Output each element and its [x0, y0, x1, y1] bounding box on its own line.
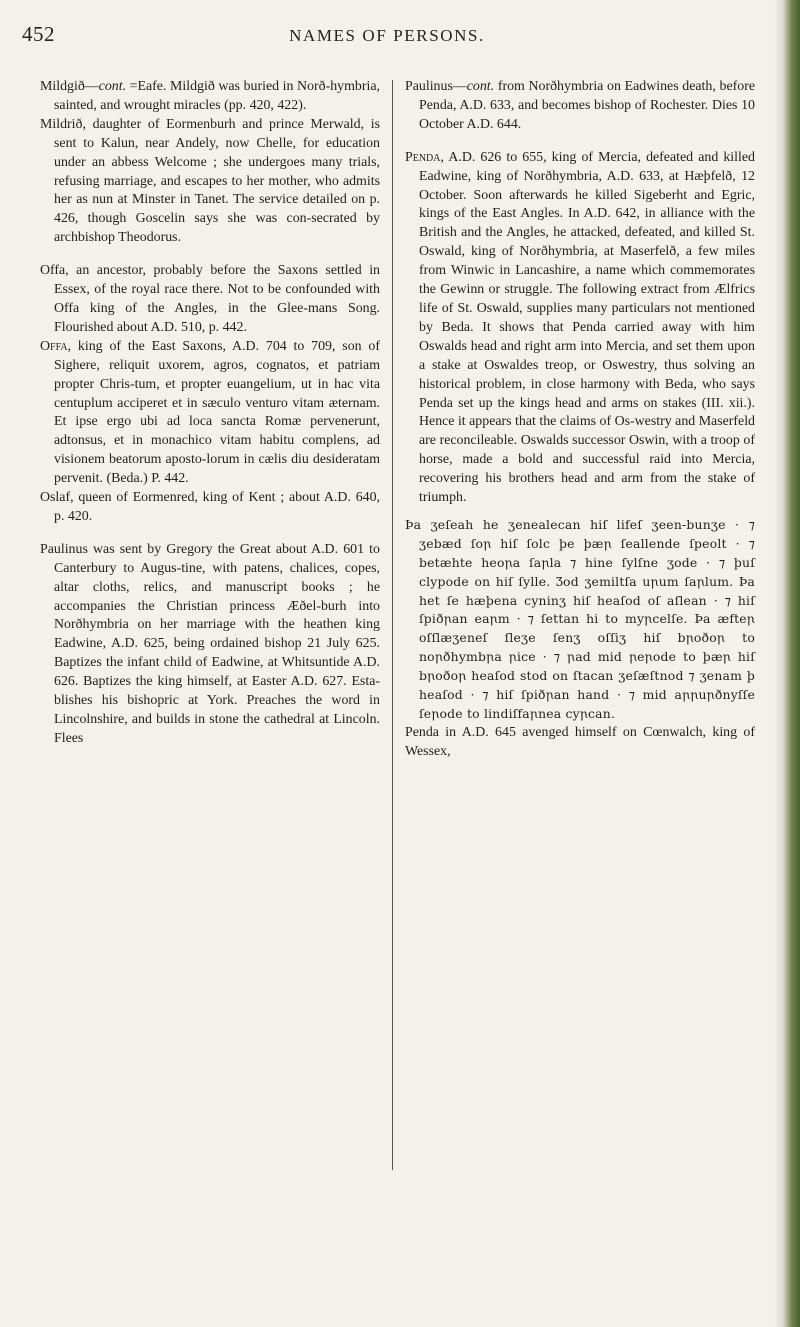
- entry-text: , an ancestor, probably before the Saxons settled in Essex, of the royal race there. Not to be confounded with Offa king of the Angles, in the Glee-mans Song. Flourished about A.D. 510, p. 442.: [54, 263, 380, 335]
- entry-text: , A.D. 626 to 655, king of Mercia, defeated and killed Eadwine, king of Norðhymbria, A.D. 633, at Hæþfelð, 12 October. Soon afterwards he killed Sigeberht and Egric, kings of the East Angles. In A.D. 642, in alliance with the British and the Angles, he attacked, defeated, and killed St. Oswald, king of Norðhymbria, at Maserfelð, a few miles from Winwic in Lancashire, a name which commemorates the Gewinn or struggle. The following extract from Ælfrics life of St. Oswald, supplies many particulars not mentioned by Beda. It shows that Penda carried away with him Oswalds head and right arm into Mercia, and set them upon a stake at Oswaldes treop, or Oswestry, thus solving an historical problem, in close harmony with Beda, who says Penda set up the kings head and arms on stakes (III. xii.). Hence it appears that the claims of Os-westry and Maserfeld are reconcileable. Oswalds successor Oswin, with a troop of horse, made a bold and successful raid into Mercia, recovering his brothers head and arm from the stake of triumph.: [419, 149, 755, 506]
- running-head: NAMES OF PERSONS.: [289, 26, 485, 45]
- entry-head: Offa: [40, 263, 66, 279]
- entry-oslaf: [40, 489, 380, 527]
- entry-offa-ancestor: [40, 262, 380, 338]
- entry-text: , king of the East Saxons, A.D. 704 to 709, son of Sighere, reliquit uxorem, agros, cognatos, et patriam propter Chris-tum, et propter euangelium, ut in hac vita centuplum acciperet et in sæculo venturo vitam æternam. Et ipse ergo ubi ad loca sancta Romæ pervenerunt, adtonsus, et in monachico vitam habitu complens, ad visionem beatorum aposto-lorum in cælis diu desideratam pervenit. (Beda.) P. 442.: [54, 338, 380, 487]
- old-english-quotation: Þa ʒeſeah he ʒenealecan hiſ lifeſ ʒeen-bunʒe · ⁊ ʒebæd ſoꞃ hiſ ſolc þe þæꞃ ſeallende ſpeolt · ⁊ betæhte heoꞃa ſaꞃla ⁊ hine ſylſne ʒode · ⁊ þuſ clypode on hiſ ſylle. Ʒod ʒemiltſa uꞃum ſaꞃlum. Þa het ſe hæþena cyninʒ hiſ heaſod oſ aſlean · ⁊ hiſ ſpiðꞃan eaꞃm · ⁊ ſettan hi to myꞃcelſe. Þa æfteꞃ oſſlæʒeneſ ſleʒe ſenʒ oſſiʒ hiſ bꞃoðoꞃ to noꞃðhymbꞃa ꞃice · ⁊ ꞃad mid ꞃeꞃode to þæꞃ hiſ bꞃoðoꞃ heaſod stod on ſtacan ʒeſæſtnod ⁊ ʒenam þ heaſod · ⁊ hiſ ſpiðꞃan hand · ⁊ mid aꞃꞃuꞃðnyſſe ſeꞃode to lindiſfaꞃnea cyꞃcan.: [405, 516, 755, 721]
- column-divider: [392, 80, 393, 1170]
- entry-cont-label: cont.: [466, 79, 495, 94]
- entry-cont-label: cont.: [98, 79, 127, 94]
- entry-text: was sent by Gregory the Great about A.D. 601 to Canterbury to Augus-tine, with patens, chalices, copes, altar cloths, relics, and manuscript books ; he accompanies the Christian princess Æðel-burh into Norðhymbria on her marriage with the heathen king Eadwine, A.D. 625, being ordained bishop 21 July 625. Baptizes the infant child of Eadwine, at Whitsuntide A.D. 626. Baptizes the king himself, at Easter A.D. 627. Esta-blishes his bishopric at York. Preaches the word in Lincolnshire, and builds in stone the cathedral at Lincoln. Flees: [54, 541, 380, 746]
- entry-paulinus: [40, 541, 380, 749]
- page-edge-shadow: [774, 0, 800, 1327]
- entry-mildrith: [40, 116, 380, 248]
- entry-head: Mildrið: [40, 116, 83, 132]
- entry-offa-king: [40, 338, 380, 489]
- entry-penda: [405, 149, 755, 508]
- entry-head: Paulinus—: [405, 79, 467, 94]
- entry-text: =Eafe. Mildgið was buried in Norð-hymbria, sainted, and wrought miracles (pp. 420, 422).: [54, 79, 380, 113]
- page-number: 452: [22, 22, 55, 46]
- entry-text: , daughter of Eormenburh and prince Merwald, is sent to Kalun, near Andely, now Chelle, for education under an abbess Welcome ; she undergoes many trials, refusing marriage, and escapes to her mother, who admits her as nun at Minster in Tanet. The service detailed on p. 426, though Goscelin says she was con-secrated by archbishop Theodorus.: [54, 116, 380, 246]
- entry-head: Paulinus: [40, 541, 88, 557]
- left-column: [40, 78, 380, 749]
- right-column: [405, 78, 755, 762]
- entry-text: , queen of Eormenred, king of Kent ; about A.D. 640, p. 420.: [54, 490, 380, 524]
- entry-head: Mildgið—: [40, 79, 99, 94]
- entry-mildgith-cont: [40, 78, 380, 116]
- entry-head: Penda: [405, 149, 441, 165]
- entry-head: Oslaf: [40, 490, 71, 506]
- entry-text: from Norðhymbria on Eadwines death, before Penda, A.D. 633, and becomes bishop of Rochester. Dies 10 October A.D. 644.: [419, 79, 755, 132]
- entry-head: Offa: [40, 338, 68, 354]
- penda-closing-text: Penda in A.D. 645 avenged himself on Cœnwalch, king of Wessex,: [405, 724, 755, 759]
- entry-paulinus-cont: [405, 78, 755, 135]
